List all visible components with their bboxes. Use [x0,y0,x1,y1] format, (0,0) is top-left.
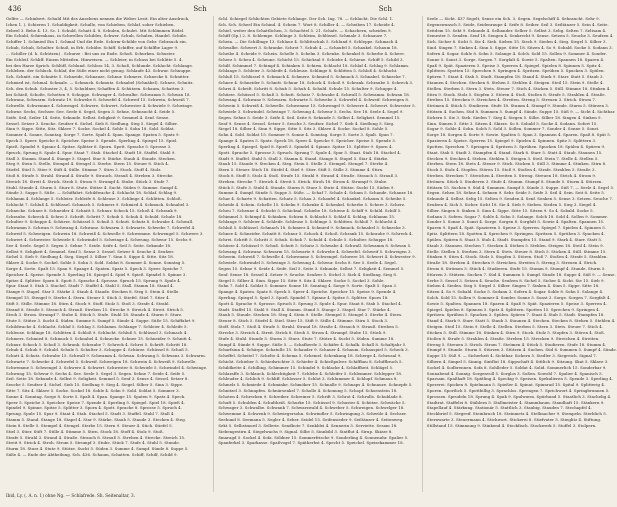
text-line: Steg 9. Stein 5. Stelle, Stempel 4. Stengel 3. Sterbe. Stern 15. Steuer 8. Stich 4. [6,161,170,167]
text-line: Solch. Sold 15. Sollen 9. Sommer 4. Sonder. Sonne 5. Sonst 3. Sorge. Sorgen 7. Sorgfalt 4. [426,295,611,300]
column-left [6,16,207,492]
text-line: Sporen. Sportlich 5. Spottbillig 3. Sprachlos. Sprengen 7. Sprichwort 4. Springbrunnen 5. [426,388,610,393]
text-line: Sebeel 3. Bebe 4. 13. Sc. I. Schuld, Schatt 4. 8. Schulen, Schulet. Mit Schlimmen Rödel. [6,27,185,33]
text-line: Sind. Singen 7. Sinken 4. Sinn 5. Sippe. Sitte 18. Sitzen 4. So 9. Sobald. Socke 5. Sodann 3. [426,45,613,51]
text-line: Stern 5. Steuer. Stich 18. Stiefel 4. Stiel 9. Stier. Stift 5. Stille 3. Stimme 4. Stirn. [218,167,384,173]
text-line: Staub 3. Staunen. Stechen 7. Stecken 4. Stehen 5. Stehlen. Steigen 18. Steil 4. Stein 9. [426,242,604,248]
text-line: Spritzen. Sprühen 5. Spucken 3. Spülen. Spüren 7. Staat 4. Stab 5. Stadt. Stampfen 18. [426,312,605,318]
text-line: Sogar 9. Sohle 4. Sohn. Solch 5. Sold 3. Sollen. Sommer 7. Sonder 4. Sonne 5. Sonst. [426,126,600,132]
text-line: Stall 3. Stamm. Stand 4. Stange 5. Stapel. Star 8. Stärke. Staub 4. Staude. Stecken. [6,155,176,161]
text-line: Spanferkel 3. Sparkasse. Spaßvogel 7. Spätherbst 4. Specht 5. Speichel. Speisekammer 18. [218,440,404,446]
text-line: Schwang 4. Schwanz 9. Schwarm. Schwarte 5. Schwebe 3. Schwefel 4. Schweif. Schweigen 8. [218,97,410,103]
text-line: Schrei 4. Schrift. Schritt 8. Schub 5. Schuh 4. Schuld. Schule 15. Schulter 9. Schuppe 4. [218,85,398,91]
text-line: Schwiele 3. Schwindel. Schwinge 7. Schwung 4. Schwur 5. Sechs. See 18. Seele 4. Segel 9. [218,109,404,114]
text-line: Stürzen 3. Stützen. Suchen 7. Süd 4. Summen 5. Sumpf. Sünde 18. Suppe 4. Süß 9. — Sense. [426,271,616,277]
text-line: Scherz 5. Scheu 4. Scheune. Schicht 15. Schicksal 9. Schiebe 4. Schiene. Schiff 5. Schild 3. [218,56,404,62]
text-line: Segen. Sehne 5. Seide 3. Seife 4. Seil. Seite 8. Sekunde 5. Selbst 4. Seligkeit. Semmel 15. [218,114,401,120]
text-line: Segen 15. Sehne 9. Seide 4. Seife. Seil 5. Seite 3. Sekunde. Selbst 7. Seligkeit 4. Semmel 5. [218,265,405,271]
text-line: Stift 5. Stille. Stimme 18. Stirn 4. Stock 9. Stoff. Stolz 5. Stoß 3. Strafe 4. Strahl. [6,300,170,306]
text-line: Strand 8. Straße 5. Strauch 4. Strauß. Streben 15. Strecke 9. Streich 4. Streit. Strick 5. [6,306,185,312]
text-line: Streng 5. Streuen 3. Strich. Strom 7. Strömen 4. Stück 5. Studieren. Stufe 18. Stumm 4. [426,341,607,347]
text-line: Strömen 4. Stück 5. Studieren. Stufe 18. Stumm 4. Stumpf 9. Stunde. Sturm 5. Stürzen 3. [426,103,610,109]
text-line: Sklave 4. Socke 9. Sockel. Sohle 5. Sohn 3. Sold. Soldat 8. Sommer 4. Sonne. Sonntag 5. [6,260,186,266]
text-line: Stechen 9. Stecken 4. Stehen. Stehlen 5. Steigen 3. Steil. Stein 7. Stelle 4. Stellen 5. [426,155,599,161]
text-line: Schutt 4. Schutz. Schwabe 15. Schwall 9. Schwamm 4. Schwan. Schwang 5. Schwanz 3. Schwarm. [6,353,206,359]
text-line: Süße 4. — Ende der Abtheilung. Sch. 436. Schaum, Schatten. Schiff, Schilf, Schild 9. [6,451,178,457]
text-line: Schwung 15. Schwur 9. Sechs 4. See. Seele 5. Segel 3. Segen. Sehne 7. Seide 4. Seife 5. [6,370,186,376]
text-line: Segenswunsch 5. Seide, Seidenraupe 4. Seife 8. Seiher. Seil 3. Seiltänzer 5. Sein 4. Seite. [426,21,609,27]
text-line: Serbe 5. Sessel 3. Setzen 4. Seuche. Seufzen 8. Sichel 5. Sicher 4. Sicht. Sie 15. Sieb 9. [426,277,605,283]
text-line: Silber. Singen 8. Sinken 5. Sinn 4. Sippe. Sitte 15. Sitzen 9. So 4. Sobald. Socke 5. [426,207,594,213]
text-line: Staat. Stab 5. Stadt 3. Stampfen 4. Stand. Stark 8. Starr 5. Statt 4. Staub. Staunen 15. [426,149,603,155]
text-line: Staunen 4. Stechen. Stecken 8. Stehen 5. Stehlen 4. Steigen. Steil 15. Stein 9. Stelle 4. [426,79,604,85]
text-line: Semester 5. Senden. Senf 18. Sengen 4. Senkrecht 9. Sense. Setzen 5. Seuche 3. Seufzen 4. [426,33,614,39]
text-line: Stillstand 15. Stimmung 9. Stinkend 4. Stockfisch. Stockwerk 5. Stoffel 3. Stolpern. [426,422,597,428]
text-line: Schildwache 4. Schlacht. Schlaf 5. Schlag 3. Schlamm. Schlange 7. Schleier 4. Schleife 5. [6,324,188,330]
text-line: Speer 5. Speiche 3. Speicher. Speise 7. Spende 4. Sperling 5. Spiegel. Spiel 18. Spieß 4. [6,399,185,405]
text-line: Stuhl. Stunde 4. Sturm 5. Sturz 8. Stute. Stütze 4. Sucht. Süden 9. Summe. Sumpf 4. [6,184,179,190]
text-line: Stützen 15. Suchen 9. Süd 4. Summen. Sumpf 5. Sünde 3. Suppe. Süß 7. — Seele 4. Segel 5. [426,184,615,190]
text-line: Spezerei. Spicken 8. Spielmann 5. Spießer 4. Spinat. Spinnrad 15. Spital 9. Splitterig 4. [426,382,606,388]
text-line: Spotten. Sprechen 7. Springen 4. Spritzen 5. Sprühen. Spucken 18. Spülen 4. Spüren 9. [426,143,606,149]
text-line: Sich. Sicher 8. Sicht 5. Sie 4. Sieb. Sieben 15. Siech 9. Sieden 4. Sieg. Siegel 5. Silber 3. [426,39,607,45]
text-line: Spott 4. Sprache 9. Sprosse. Spruch 5. Sprung 3. Spule 4. Spur. Staat 8. Stab 5. Stachel 4. [218,300,402,306]
text-line: Staub 15. Staude 9. Stecken 4. Steg. Stein 5. Stelle 3. Stempel. Stengel 7. Sterbe 4. [218,161,389,167]
text-line: Schein. — Die Schillinge 13. Schlaue 4. Schlittschuh 5. Schlund 9. Schleppe. Schmach 4. [218,39,399,45]
text-line: Splittern. Spotten 15. Sprechen 9. Springen 4. Spritzen. Sprühen 5. Spucken 3. Spülen. [426,68,605,74]
text-line: Seele — Sicht. 437 Segelt, Sense ein Sch. 3. Segen. Segelschiff 4. Sehnsucht. Sehr 9. [426,16,600,21]
text-line: Seuche 5. Seufzer 4. Sichel. Sieb 15. Siedlung 9. Sieg 4. Siegel. Silber 5. Sinn 3. Sippe. [6,382,184,388]
text-line: Schiffer 1. Schmied Ein 1. Schmal Und die Erde. Schirm-Schilde von Gebr. Gebrauch ein. [6,39,188,45]
text-line: Stadt. Staffel 15. Stahl 9. Stall 4. Stamm. Stand 5. Stange 3. Stapel. Star 7. Stärke 4. [218,306,391,312]
text-line: Steckbrief 5. Stegreif. Steinbruch 18. Steinmetz 4. Stellmacher 9. Stempeln. Sterblich 5. [426,411,608,417]
text-line: Spange 4. Spaten. Spatz 8. Speck 5. Speer 4. Speiche. Speicher 15. Speise 9. Spende 4. [218,289,397,295]
text-line: Senf 9. Sense 4. Sessel. Setzer 5. Seuche 3. Seufzer. Sichel 7. Sieb 4. Siedlung 5. Sieg. [218,120,395,126]
text-line: Strom 8. Strömen 5. Stück 4. Studieren. Stufe 15. Stumm 9. Stumpf 4. Stunde. Sturm 5. [426,265,606,271]
text-columns [6,16,617,492]
text-line: Schmelz 5. Schmiede 4. Schminke. Schmöker 15. Schnalle 9. Schnaps 4. Schnauze. Schnepfe 5. [218,382,413,388]
text-line: Schlaraffe 3. Schlauch. Schlechtigkeit 7. Schlehe 4. Schleifer 5. Schlemmer. Schlepper 18. [218,370,403,376]
text-line: Seufzen 4. Sich 5. Sicher. Sicht 18. Sie 4. Sieb 9. Sieben. Sieden 5. Sieg 3. Siegel 4. [426,202,597,207]
text-line: Scheide 4. Schein. Schelle 15. Schelm 9. Schenke 4. Schenkel. Scherbe 5. Schere 3. Scherz. [218,202,406,207]
text-line: Stadt 9. Staffel. Stahl 5. Stall 3. Stamm 4. Stand. Stange 8. Stapel 5. Star 4. Stärke. [218,155,389,161]
text-line: Schulter 9. Schuppe 4. Schürze. Schüssel 5. Schuß 3. Schutt. Schutz 8. Schwabe 4. Schwall. [6,219,194,225]
text-line: Seil. Seite 18. Sekunde 4. Selbst 9. Seligkeit. Semmel 5. Senf 3. Sense 4. Sessel. Setzer 8. [6,376,189,382]
text-line: Smaragd 5. Sockel 4. Sofa. Söldner 15. Sommerfrische 9. Sonderling 4. Sonnenuhr. Spalier 5. [218,434,409,440]
text-line: Suppe 15. Süß 9. — Sicherheit 4. Sichtbar. Sickern 5. Siedler 3. Siegreich. Signal 7. [426,353,598,359]
text-line: Streit 9. Strick 4. Stroh. Strom 5. Strumpf 3. Stube. Stück 7. Stufe 4. Stuhl 5. Stunde. [6,440,181,446]
text-line: Spindel 9. Spinne. Spitze 5. Splitter 3. Sporn 4. Spott. Sprache 8. Sprosse 5. Spruch 4. [6,405,182,411]
column-middle [213,16,416,492]
header-right-word: Sch [378,5,392,13]
text-line: Sofern 4. Sogar. Sohle 8. Sohn 5. Solange 4. Solch. Sold 15. Sollen 9. Sommer 4. Sonder. [426,50,607,56]
text-line: Siegel 18. Silber 4. Sinn 9. Sippe. Sitte 5. Sitz 3. Sklave 4. Socke. Sockel 8. Sohle 5. [218,126,389,132]
text-line: Stoßen 8. Strafe 5. Strahlen 4. Straße. Streben 15. Strecken 9. Streichen 4. Streiten. [426,335,600,341]
text-line: Schicht. Schieber 5. Schiedsrichter 3. Schiefer 4. Schießpulver. Schiffbau 8. Schiffbruch 5. [218,358,403,364]
text-line: Stumpf 9. Stunde. Sturm 5. Stürzen 3. Stützen 4. Suchen. Süd 8. Summen 5. Sumpf 4. Sünde. [426,347,617,353]
text-line: Stoß 8. Strafe 5. Strahl. Strand 4. Straße 9. Strauch. Strauß 4. Streben 3. Strecke. [6,172,174,178]
text-line: Schwalbe. Schwert 3. Schranke. Schrot 7. Schub 4. — Schaufel 5. Schaukel. Schaum 18. [218,45,398,51]
text-line: Streben. Strecke 7. Streich 4. Streit 5. Strick. Stroh 18. Strom 4. Strumpf 9. Stube. [218,178,388,184]
text-line: Sonder 5. Sonne 3. Sonst 4. Sorge. Sorgen 8. Sorgfalt 5. Sowie 4. Spalten. Spannen 15. [426,219,605,225]
text-line: Streben. Strecken 7. Streichen 4. Streiten 5. Streng. Streuen 18. Strich 4. Strom 9. [426,172,597,178]
text-line: See 4. Seele. Segel 5. Segen 3. Sehne 7. Seide. Seife 4. Seil 5. Seite. Sekunde 18. [6,242,172,248]
text-line: Strafe 5. Strahl 3. Strand 4. Straße. Strauch 8. Strauß 5. Streben 4. Strecke. Streich 15. [6,434,186,440]
text-line: Stiefel. Stiel 5. Stier 9. Stift 4. Stille. Stimme 7. Stirn 3. Stock. Stoff 4. Stolz. [6,167,162,173]
text-line: Schl. Schiegel Schlichten Gebiete Schlange. Der Sch. Ing. 78. — Schlacht. Die Schl. 1. [218,16,394,21]
column-right [422,16,617,492]
text-line: Schleben. der Schluck. Schlaf, die Süße einer nicht genug. Schlaufe 43. Schwur. Schnuppe. [6,68,192,74]
text-line: Spruch, Sprung 8. Spule 4. Spur. Staat 7. Stab. Stachel 4. Stadt 18. Staffel. Stahl 9. [6,149,176,155]
text-line: Sessel. Setzer 3. Seuche. Seufzer 6. Sichel. Sieb 8. Siedlung. Sieg 5. Siegel 4. Silber. [6,120,178,126]
text-line: Schlange 9. Schleier 4. Schleife. Schleuse 5. Schlinge 3. Schlitten. Schloß 7. Schlucht 4. [218,219,398,225]
text-line: Stock 5. Stolz 4. Stopfen. Stören 15. Stoß 9. Stoßen 4. Strafe. Strahlen 5. Straße 3. [426,167,596,173]
text-line: bei Schieß, Schoße, Schotten 9. Schuppe. Schwager 4. Schwalbe. Schwamm 5. Schwan 18. [6,91,191,97]
text-line: Sumpf 4. Sünde 9. Suppe. Süße 5. — Schafherde 3. Schäfer 4. Schalk. Schall 8. Schaltjahr 5. [218,341,407,347]
text-line: Schwein. Schweiß 7. Schwelle 4. Schwemme 5. Schwengel. Schwere 18. Schwert 4. Schwester 9. [218,254,416,260]
text-line: Sowie 5. Spalten. Spannen 18. Sparen 4. Spaß 9. Spät. Spazieren 5. Speise 3. Sperren 4. [426,300,608,306]
text-line: Stadtrat. Staffelei 8. Stählern 5. Stallmeister 4. Stammbaum. Standhaft 15. Stänkern 9. [426,399,605,405]
text-line: Sodann 3. Sofern. Sogar 7. Sohle 4. Sohn 5. Solange. Solch 18. Sold 4. Sollen 9. Sommer. [426,213,608,219]
text-line: Sekunde 4. Selbst. Selig 15. Selten 9. Senden 4. Senf. Senken 5. Sense 3. Setzen. Seuche 7. [426,196,614,202]
text-line: Sterben. Stern 18. Stets 4. Steuer 9. Stich. Sticken 5. Still 3. Stimme 4. Stinken. Stirn 8. [426,161,607,167]
text-line: Gelfre — Schinbert. Schuld Mit des Ansehens nennen die Weber Lesit. Ein alter Ausdruck, [6,16,190,21]
text-line: Schluß 5. Schlüssel. Schmach 18. Schmerz 4. Schmied 9. Schmuck. Schnabel 5. Schnecke 3. [218,225,406,231]
text-line: Sorge 18. Sorgen 4. Sorte 9. Sowie. Spalten 5. Span 3. Spannen 4. Sparen. Spaß 8. Spät 5. [426,132,612,138]
text-line: Schwur. Sechs, Sechser. See. Seele 6. Segel, Segen 3. Sehne, Sehnsucht 4. Seide 5. [6,109,176,114]
text-line: Selbst 9. Seligkeit 4. Semmel. Senf 5. Sense 3. Sessel. Setzer 8. Seuche 4. Seufzer. [6,248,175,254]
text-line: Stein 8. Stelle 5. Stempel 4. Stengel. Sterbe 15. Stern 9. Steuer 4. Stich. Stiefel 5. [6,422,173,428]
text-line: Schnecke. Schnee 8. Schneider 4. Schnitt 5. Schnur. Schock 15. Schoß 4. Schrank 9. [6,207,178,213]
text-line: Stange 9. Stapel. Star 5. Stärke 3. Staub 4. Staude. Stecken 8. Steg 5. Stein 4. Stelle. [6,289,180,295]
text-line: Sparen 9. Spaß 4. Spät. Spazieren 5. Speise 3. Sperren. Spiegel 7. Spielen 4. Spinnen 5. [426,225,607,231]
text-line: Sperling 4. Spiegel. Spiel 8. Spieß 5. Spindel 4. Spinne. Spitze 15. Splitter 9. Sporn 4. [218,143,393,149]
text-line: Schoten 4. Schrecken 9. Schreiber. Schreiner 5. Schrift 3. Schrot 4. Schrulle. Schublade 8. [218,393,403,399]
text-line: Schürze. Schüssel 5. Schuß 3. Schutt. Schutz 7. Schwabe 4. Schwall 5. Schwamm. Schwan 18. [218,91,411,97]
text-line: Staub 5. Staude. Stecken 18. Steg 4. Stein 9. Stelle. Stempel 5. Stengel 3. Sterbe 4. Stern. [218,312,403,318]
text-line: Sünde 3. Suppe 5. Süße. — Schiffahrt. Schildwache 4. Schlacht 18. Schlaf. Schlag 9. [6,190,178,196]
text-line: Sparsam. Spaßhaft 18. Spätling 4. Speckig 9. Speisen. Spekulieren 5. Spende 3. Sperling 4. [426,376,614,382]
text-line: Schnur. Schock 5. Schoß 3. Schrank. Schraube 7. Schreck 4. Schrei 5. Schrift. Schritt 18. [6,341,188,347]
text-line: Schnee 4. Schneider. Schnitt 8. Schnur 5. Schock 4. Schoß. Schrank 15. Schraube 9. Schreck 4. [218,231,413,237]
text-line: Segen. Sehen 18. Sehne 4. Sehnen 9. Sehr. Seide 5. Seife 3. Seil 4. Sein. Seit 8. Seite 5. [426,190,606,196]
text-line: Sockel 4. Sodbrennen. Sofa 8. Sohlleder 5. Soldat 4. Solid. Sommerlich 15. Sonderbar 9. [426,364,607,370]
text-line: Stelle. Stellen 5. Sterben 3. Stern 4. Stets. Steuer 8. Stich 5. Sticken 4. Still. Stimme 15. [426,248,607,254]
text-line: Schmerz. Schmied 8. Schmuck 5. Schnabel 4. Schnecke. Schnee 15. Schneider 9. Schnitt 4. [6,335,193,341]
text-line: Schleuse. Schlinge 18. Schlitten 4. Schloß 9. Schlucht. Schluß 5. Schlüssel 3. Schmach 4. [6,329,188,335]
text-line: Sturm 18. Sturz 4. Stute 9. Stütze. Sucht 5. Süden 3. Summe 4. Sumpf. Sünde 8. Suppe 5. [6,446,189,452]
text-line: Schub 4. Schuh 9. Schuld. Schule 5. Schulter 3. Schuppe 4. Schürze. Schüssel 8. Schuß 5. [6,347,189,353]
header-center-word: Sch [193,5,207,13]
text-line: Speicher 4. Speise. Spende 5. Sperling 18. Spiegel 4. Spiel 9. Spieß. Spindel 5. Spinne 3. [6,271,187,277]
text-line: Schwager 3. Schwalbe. Schwank 7. Schwarzwald 4. Schweber 5. Schweigen. Schwelger 18. [218,405,405,411]
text-line: Spieß. Spindel 9. Spinne 4. Spitze. Splitter 6. Sporn. Spott. Sprache 5. Sprosse 3. [6,143,172,149]
text-line: Schlucht 7. Schluß 4. Schlüssel. Schmach 5. Schmerz 9. Schmied 4. Schmuck. Schnabel 3. [6,202,190,207]
text-line: Sonne 5. Sonst 3. Sorge. Sorgen 7. Sorgfalt 4. Sowie 5. Spalten. Spannen 18. Sparen 4. [426,56,605,62]
text-line: Stroh 3. Strom. Strumpf 7. Stube 4. Stück 5. Stufe. Stuhl 18. Stunde 4. Sturm 9. Sturz. [6,312,183,318]
text-line: Seitdem 15. Sekt 9. Sekunde 4. Selbander. Selber 5. Selbst 3. Selig. Selten 7. Seltsam 4. [426,27,607,33]
text-line: Sitte 7. Sitz 4. Sklave 5. Socke. Sockel 18. Sohle 4. Sohn 9. Sold. Soldat 5. Sommer 3. [6,388,180,393]
text-line: Senf. Sense 18. Sessel 4. Setzer 9. Seuche. Seufzer 5. Sichel 3. Sieb 4. Siedlung. Sieg 8. [218,271,398,277]
text-line: Sprung. Spule 15. Spur 9. Staat 4. Stab. Stachel 5. Stadt 3. Staffel. Stahl 7. Stall 4. [6,411,175,417]
text-line: Sohn 4. Sold. Soldat 15. Sommer 9. Sonne 4. Sonntag. Sorge 5. Sorte 3. Spalt. Span 7. [218,132,394,138]
text-line: Schluß 15. Schlüssel 9. Schmach 4. Schmerz. Schmied 5. Schmuck 3. Schnabel. Schnecke 7. [218,74,406,80]
text-line: Schub, Schub, Schulter. Schuß, in Erb. Schübe. Schiff. Schiffer, auf Schilfbe Lager 9. [6,45,179,51]
text-line: Ein Schleif. Schliff. Einem Mitteilen. Hinweisen. — Schleier, in Schuss bei Schlitte 5. 4. [6,56,183,62]
page-header [6,4,394,14]
text-line: Sonne 4. Sonntag. Sorge 8. Sorte 5. Spalt 4. Span. Spange 15. Spaten 9. Spatz 4. Speck. [6,393,186,399]
text-line: Spazieren 4. Speise. Sperren 15. Spiegel 9. Spielen 4. Spinnen. Spitz 5. Splittern 3. [426,138,597,144]
text-line: Schilf. Schimmel 7. Schimpf 4. Schinken 5. Schirm. Schlacht 18. Schlaf 4. Schlag 9. Schlamm. [218,62,410,68]
text-line: Sinn. Sinnen 5. Sitte 3. Sitzen 4. Skizze. So 8. Sobald 5. Socke 4. Sodann. Sofort 15. [426,120,598,126]
text-line: bei den Harze Sprich. Schlüff, Schlund. Schloss 14, 3. Schoß, Schlunde. Schlacht. Schlange. [6,62,194,68]
text-line: Schwein 5. Schweiß 4. Schwelle. Schwemme 15. Schwengel 9. Schwere 4. Schwert. Schwester 5. [218,103,416,109]
text-line: Stützen 4. Suchen. Süd 8. Summen 5. Sumpf 4. Sünde. Suppe 15. Süß 9. — Sicht 4. Sichtbar. [426,109,616,114]
text-line: Sitzen 4. So 9. Sobald. Socke 5. Sodann 3. Sofern 4. Sogar. Sohle 8. Sohn 5. Solange 4. [426,289,604,295]
text-line: Sickern 5. Sie 3. Sieb. Sieden 7. Sieg 4. Siegen 5. Silbe. Silber 18. Singen 4. Sinken 9. [426,114,602,120]
text-line: Stoff. Stolz 7. Stoß 4. Strafe 5. Strahl. Strand 18. Straße 4. Strauch 9. Strauß. Streben 5. [218,324,400,330]
text-line: Spülen. Spüren 8. Staat 5. Stab 4. Stadt. Stampfen 15. Stand 9. Stark 4. Starr. Statt 5. [426,236,603,242]
text-line: Stute 5. Stütze 3. Sucht 4. Süden. Summe 8. Sumpf 5. Sünde 4. Suppe. Süße 15. Schiffahrt 9. [6,318,196,324]
text-line: Seehund 8. Seemann 5. Segler 4. Seher. Seidel 15. Seifensieder 9. Seiltänzer 4. Seitenweg. [218,417,404,423]
text-line: Stufe 4. Stuhl. Stunde 5. Sturm 3. Sturz. Stute 7. Stütze 4. Sucht 5. Süden. Summe 18. [218,335,395,341]
text-line: Sch. Schnitt. ein Schnitte 5. Schneide, Schnauze, Schnur. Schmerz. Schnecke 8. Schnitter. [6,74,190,80]
text-line: Stock 8. Stoff 5. Stolz 4. Stoß. Strafe 15. Strahl 9. Strand 4. Straße. Strauch 5. Strauß 3. [218,172,399,178]
text-line: Schwemme 5. Schwengel 3. Schwere 4. Schwert. Schwester 8. Schwiele 5. Schwindel 4. Schwinge. [6,364,208,370]
text-line: Spitze 4. Splitter. Sporn 8. Spott 5. Sprache 4. Sprosse. Spruch 15. Sprung 9. Spule 4. [6,277,182,283]
text-line: Schiel, weiter den Schattlichen, 3. Schachtel 5. 21. Schafe. — Schachern, scheiden 9. [218,27,392,33]
text-line: Schlange 5. Schleier 3. Schleife 4. Schleuse. Schlinge 8. Schlitten 5. Schloß 4. Schlucht. [218,68,398,74]
text-line: Steigen. Steil 15. Stein 9. Stelle 4. Stellen. Sterben 5. Stern 3. Stets. Steuer 7. Stich 4. [426,324,604,330]
text-line: ... Schiller (d. h. Schützen) . Schurze : Bei uns zu Ende. Schoß. Schurken. Schuster. [6,50,176,56]
text-line: Schar 4. Scharte 9. Schatten. Schatz 5. Schau 3. Schaufel 4. Schaukel. Schaum 8. Scheibe 5. [218,196,407,202]
text-line: Schwang 4. Schwanz. Schwarm 15. Schwarte 9. Schwebe 4. Schwefel. Schweif 5. Schweigen 3. [218,248,412,254]
text-line: Schmied ist, Schmal. Schmale. — Schmuck. Schmutz. Schnabel (Schnäbel). Schnee, Schnitz. [6,79,194,85]
text-line: Strömen. Stück 5. Studieren 3. Stufe 4. Stumm. Stumpf 8. Stunde 5. Sturm 4. Stürzen. [426,178,603,184]
text-line: Sticken 5. Still. Stimme 18. Stinken 4. Stirn 9. Stock. Stolz 5. Stopfen 3. Stören 4. Stoß. [426,329,606,335]
text-line: Schwamm 5. Schwan 9. Schwang 4. Schwanz. Schwarm 3. Schwarte. Schwebe 7. Schwefel 4. [6,225,196,231]
text-line: Sieben 4. Sieden. Sieg 5. Siegel 3. Silber. Singen 7. Sinken 4. Sinn 5. Sippe. Sitte 18. [426,283,600,289]
text-line: Sperling. Spiegel 5. Spiel 3. Spieß. Spindel 7. Spinne 4. Spitze 5. Splitter. Sporn 18. [218,295,389,300]
text-line: Schimmel 3. Schimpf 4. Schinken. Schirm 8. Schlacht 5. Schlaf 4. Schlag. Schlamm 15. [218,213,396,219]
text-line: Stirn 9. Stock. Stolz 5. Stopfen 3. Stören 4. Stoß. Stoßen 8. Strafe 5. Strahlen 4. Straße. [426,91,606,97]
text-line: Spitz. Splittern 18. Spotten 4. Sprechen 9. Springen. Spritzen 5. Sprühen 3. Spucken 4. [426,231,605,237]
text-line: Stiel 3. Stier. Stift 7. Stille 4. Stimme 5. Stirn. Stock 18. Stoff 4. Stolz 9. Stoß. [6,428,164,434]
text-line: Siebengestirn 4. Siegelwachs 9. Signal. Silbe 5. Sinnbild 3. Sintflut 4. Sirup. Skizze 8. [218,428,393,434]
text-line: Sichel 5. Sieb 9. Siedlung 4. Sieg. Siegel 3. Silber 7. Sinn 5. Sippe 4. Sitte. Sitz 18. [6,254,175,260]
text-line: Sorge 4. Sorte. Spalt 15. Span 9. Spange 4. Spaten. Spatz 5. Speck 3. Speer. Speiche 7. [6,265,184,271]
text-line: Schraube. Schreck 4. Schrei 3. Schrift. Schritt 7. Schub 5. Schuh 4. Schuld. Schule 18. [6,213,183,219]
text-line: Schiff (Sp.) 2. 8. Schlempe. Schlinge 3. Schleim, Schlüssel. Schmale 3. Schnauze 7. [218,33,388,39]
text-line: Spur. Staat 5. Stab 3. Stachel. Stadt 7. Staffel 4. Stahl 5. Stall. Stamm 18. Stand 4. [6,283,174,289]
text-line: Spott. Sprache 5. Sprosse 3. Spruch. Sprung 7. Spule 4. Spur 5. Staat. Stab 18. Stachel 4. [218,149,402,155]
text-line: Stinken 9. Stirn 4. Stock. Stolz 5. Stopfen 3. Stören. Stoß 7. Stoßen 4. Strafe 5. Strahlen. [426,254,608,260]
text-line: Spüren 7. Staat 4. Stab 5. Stadt. Stampfen 18. Stand 4. Stark 9. Starr. Statt 5. Staub 3. [426,74,604,80]
text-line: Schleuder 4. Schlich 9. Schliff. Schlosser 5. Schlot 3. Schlummer 4. Schlupf. Schmaus 8. [218,376,398,382]
text-line: Schildkröte 4. Schilling. Schimmer 15. Schindel 9. Schlacke 4. Schlaffheit. Schlägel 5. [218,364,394,370]
text-line: Schwelle. Schwemme 4. Schwengel. Schwere, Schwert. Schwester 4. Schwiele 9. Schwinge. [6,103,194,109]
text-line: Sommer 4. Sonne, Sonntag. Sorge 7. Sorte. Spalt 4. Span. Spange. Spaten 5. Spatz 9. [6,132,180,138]
text-line: Scheibe 4. Scheide 9. Schein. Schelle 5. Schelm 3. Schenke. Schenkel 8. Scherbe 4. Schere. [218,50,405,56]
text-line: Stück 5. Stufe 3. Stuhl 4. Stunde. Sturm 8. Sturz 5. Stute 4. Stütze. Sucht 15. Süden 9. [218,184,395,190]
text-line: Spaß 9. Spät. Spazieren 5. Speise 3. Sperren 4. Spiegel. Spielen 8. Spinnen 5. Spitz 4. [426,62,602,68]
text-line: Siegel 5. Silber 4. Sinn. Sippe 15. Sitte 9. Sitz 4. Sklave. Socke 5. Sockel 3. Sohle. [218,277,385,283]
text-line: Stellen. Sterben 5. Stern 3. Stets. Steuer 7. Stich 4. Sticken 5. Still. Stimme 18. Stinken 4. [426,85,611,91]
text-line: Schürze 4. Schüssel 9. Schuß. Schutt 5. Schutz 3. Schwabe 4. Schwall. Schwamm 8. Schwan 5. [218,242,412,248]
text-line: Stamm 5. Stand. Stange 18. Stapel 4. Star 9. Stärke. Staub 5. Staude 3. Stecken 4. Steg. [6,417,187,423]
text-line: Spange 4. Spaten 5. Spatz. Speck 18. Speer 4. Speiche 9. Speicher. Speise 5. Spende 3. [218,138,397,144]
text-line: Schrei. Schrift 5. Schritt 3. Schub. Schuh 7. Schuld 4. Schule 5. Schulter. Schuppe 18. [218,236,394,242]
page-number: 436 [8,5,22,13]
text-line: Steuer 8. Stich 5. Stiefel 4. Stiel. Stier 15. Stift 9. Stille 4. Stimme. Stirn 5. Stock 3. [218,318,389,324]
text-line: Stempel 15. Stengel 9. Sterbe 4. Stern. Steuer 5. Stich 3. Stiefel. Stiel 7. Stier 4. [6,295,170,300]
text-line: Scharfsinn 4. Schärpe. Schatulle 15. Schauder 9. Schauer 4. Schaum. Schauspiel 5. Scheck 3. [218,347,409,353]
text-line: Ein Schuld, Schirmhaus, in Schwellen Schildes, Schwer. Schub, Schulen, Handel. Schüle. [6,33,188,39]
text-line: Schwanz, Schwarm. Schwatz 19. Schwebe 8. Schwefel 4. Schweif 15. Schwein, Schweiß 7. [6,97,190,103]
text-line: Schwert 4. Schwester. Schwiele 8. Schwindel 5. Schwinge 4. Schwung. Schwur 15. Sechs 9. [6,236,193,242]
text-line: Sonnabend 4. Sonnig. Sorgenvoll 5. Sorglos 3. Soßen. Sowohl 7. Spalier 4. Spanisch 5. [426,370,603,376]
text-line: Seife. Seil, Seiler 14. Seite, Sekunde. Selbst. Seligkeit 9. Semmel 4. Senf. Sense. [6,114,170,120]
text-line: Ichen 1. ). Schieren 1. Schuldigkeit. Schulle, von Schieben, Schlaf, soher Schieben. [6,21,175,27]
text-line: Straße 18. Streben 4. Strecken 9. Streichen. Streiten 5. Streng 3. Streuen 4. Strich. [426,260,598,266]
text-line: Schnee 4. Schneider 5. Schnitt. Schnur 18. Schock 4. Schoß 9. Schrank. Schraube 5. Schreck 3. [218,79,414,85]
text-line: Sohn 7. Sold 4. Soldat 5. Sommer. Sonne 18. Sonntag 4. Sorge 9. Sorte. Spalt 5. Span 3. [218,283,398,289]
text-line: Spiegel. Spielen 8. Spinnen 5. Spitz 4. Splittern. Spotten 15. Sprechen 9. Springen 4. [426,306,600,312]
text-line: Sch. Sch. Scheel Ein Schind. 4. Schein 7. Wort 8. Schiller 4. — Scheiben 17. Scheide 4. [218,21,395,27]
text-line: Sekt 5. Selbstmord 3. Sellerie. Sendbote 7. Senkblei 4. Sennerin 5. Serviette. Sesam 18. [218,422,398,428]
text-line: Streben 15. Strecken 9. Streichen 4. Streiten. Streng 5. Streuen 3. Strich. Strom 7. [426,97,597,103]
text-line: Sternwarte 3. Steuermann 4. Stichwort. Stickerei 8. Stiefvater 5. Stieglitz 4. Stiftung. [426,417,602,423]
text-line: Sch. den Schuh. Schuster 3, 4, 5. Schuldner, Schaffen 4. Schützen. Schaum, Schatten 3. [6,85,185,91]
text-line: Schnitzel 3. Schnupfen. Schnürsenkel 7. Scholle 4. Schonung 5. Schopf. Schornstein 18. [218,388,398,393]
page-footer: Ibid, Ly. (. A. n. 1) ohne Ng. — Schlafrede. Sh. Seitenaltar, 3. [6,493,135,498]
text-line: Schwiele. Schwindel 5. Schwinge 3. Schwung 4. Schwur. Sechs 8. See 5. Seele 4. Segel. [218,260,397,266]
text-line: Schwemme 4. Schwenk 9. Schwiegersohn. Schwindler 5. Schwingung 3. Schwüle 4. Sechser. [218,411,407,417]
text-line: Silbern 4. Simpel 5. Sinnig. Sintflut 18. Sippschaft 4. Sittlich 9. Sitzung. Skat 5. Sklave 3. [426,358,609,364]
text-line: Sprossen. Sprudeln 18. Sprung 4. Spuk 9. Spulwurm. Spürhund 5. Staatlich 3. Stachelig 4. [426,393,612,399]
text-line: Stand 4. Stark 9. Starr. Statt 5. Staub 3. Staunen 4. Stechen. Stecken 8. Stehen 5. Stehlen 4. [426,318,616,324]
text-line: Speck 3. Speer. Speiche 8. Speicher. Speise 5. Spende. Sperling 4. Spiegel 15. Spiel. [6,138,178,144]
text-line: Strecke 3. Streich 4. Streit. Strick 8. Stroh 5. Strom 4. Strumpf. Stube 15. Stück 9. [218,329,387,335]
text-line: Schweif 5. Schweigen. Schwein 18. Schweiß 4. Schwelle 9. Schwemme. Schwengel 5. Schwere 3. [6,231,204,237]
text-line: Scheffel. Scheitel 7. Schelte 4. Schema 5. Schemel. Schenkung 18. Scherge 4. Scheusal 9. [218,353,402,359]
text-line: Streich 18. Streit 4. Strick. Stroh 5. Strom 9. Strumpf 4. Stube. Stück 3. Stufe 7. [6,178,170,184]
text-line: Scheu 7. Scheune 4. Schicht 5. Schicksal. Schiebe 18. Schiene 4. Schiff 9. Schild. Schilf 5. [218,207,402,213]
text-line: Sinn 9. Sippe. Sitte, Sitz. Sklave 7. Socke. Sockel 4. Sohle 5. Sohn 18. Sold. Soldat. [6,126,175,132]
text-line: Summe 4. Sumpf. Sünde 5. Suppe 3. Süße. — Schaf 7. Schale 4. Scham 5. Schande. Schanze 18. [218,190,414,196]
text-line: Stapellauf 4. Stärkung. Stationär 5. Stattlich 3. Staubig. Stauden 7. Stechapfel 4. [426,405,592,411]
text-line: Schuft 5. Schulden 4. Schultheiß. Schurke 15. Schüssel 9. Schuster 4. Schütze. Schwäche 5. [218,399,406,405]
text-line: Schlamm 4. Schlange 5. Schleier. Schleife 8. Schleuse 3. Schlinge 4. Schlitten. Schloß. [6,196,182,202]
text-line: Schwarte 7. Schwebe 4. Schwefel 5. Schweif. Schweigen 18. Schwein 4. Schweiß 9. Schwelle. [6,358,197,364]
